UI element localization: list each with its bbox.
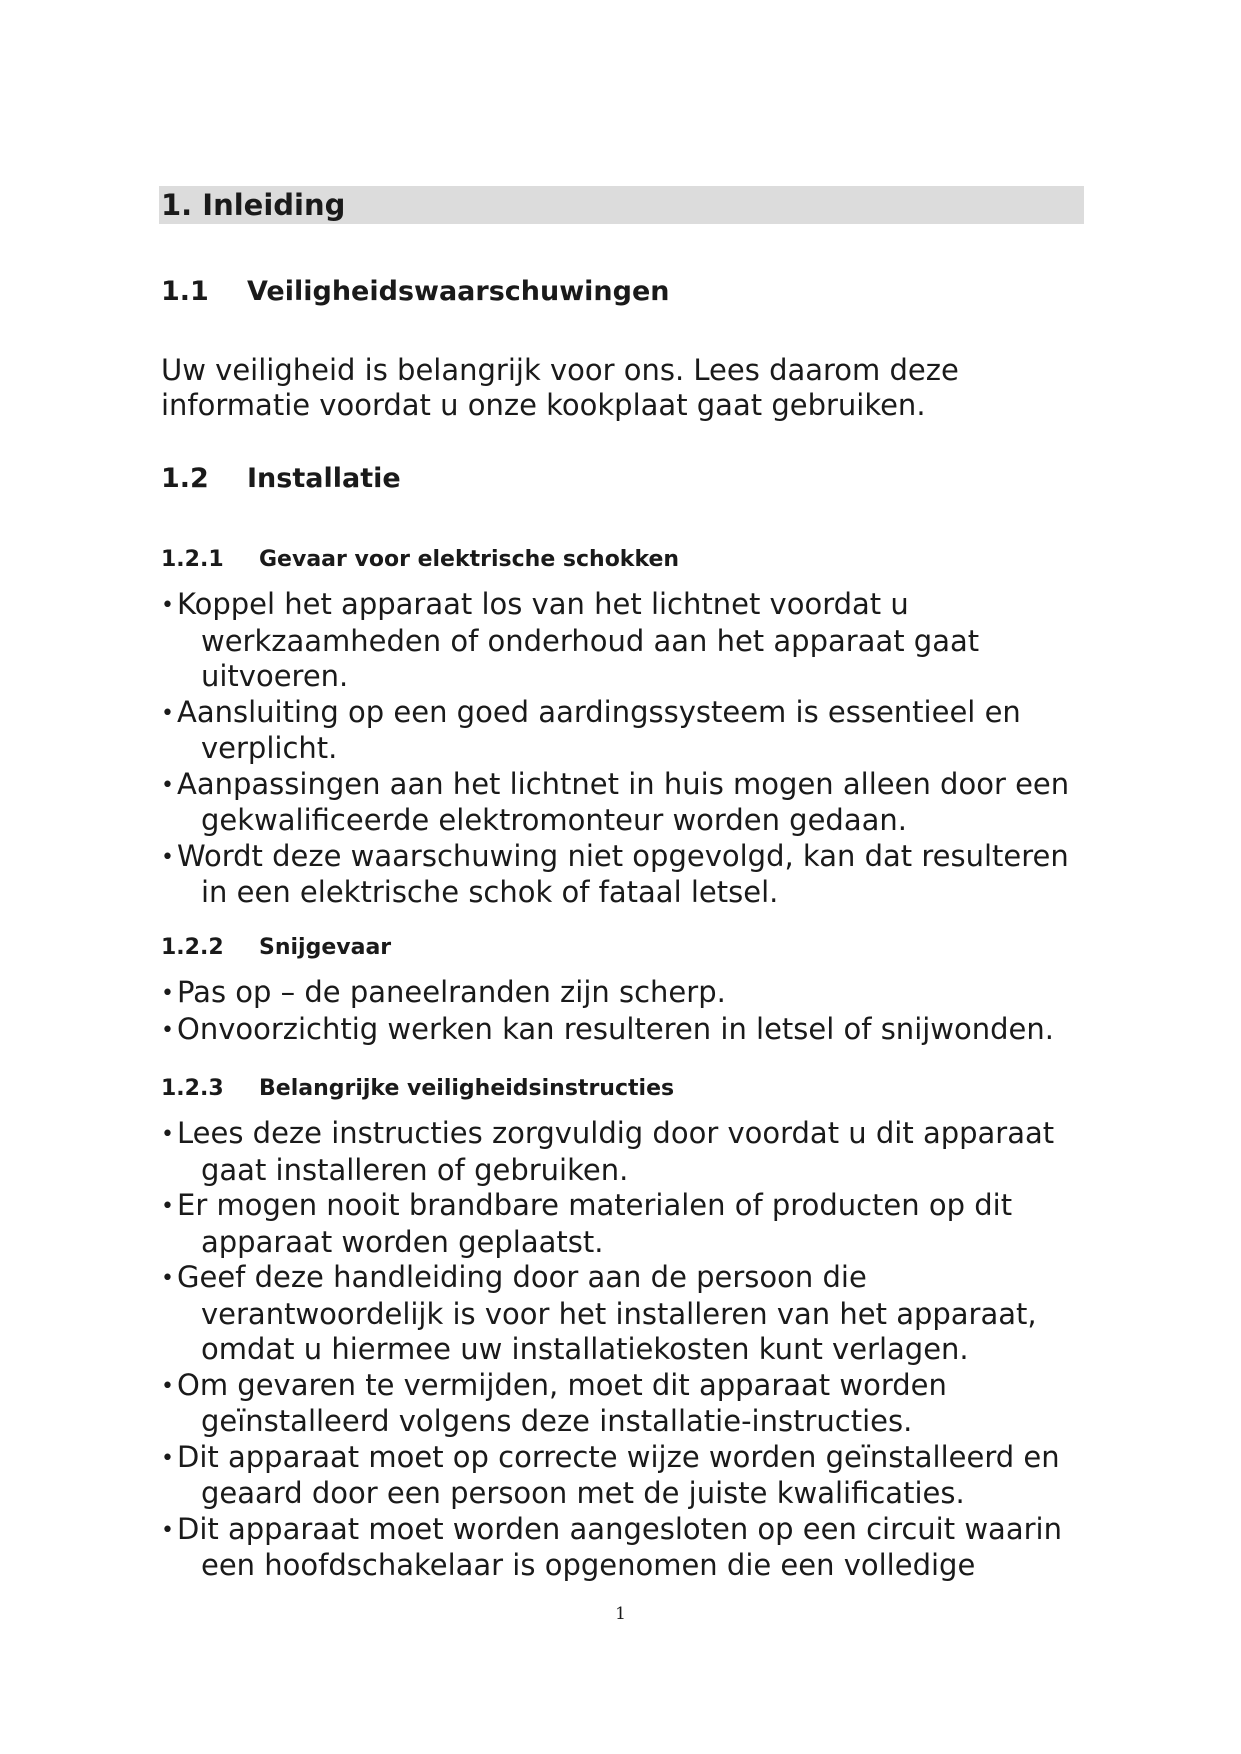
section-title: Snijgevaar	[259, 935, 392, 960]
section-heading-1-1	[161, 276, 670, 307]
list-item: • Dit apparaat moet op correcte wijze worden geïnstalleerd en geaard door een persoon met de juiste kwalificaties.	[161, 1439, 1060, 1510]
list-item: • Koppel het apparaat los van het lichtnet voordat u werkzaamheden of onderhoud aan het apparaat gaat uitvoeren.	[161, 587, 980, 693]
list-item: • Pas op – de paneelranden zijn scherp.	[161, 975, 1101, 1012]
section-title: Belangrijke veiligheidsinstructies	[259, 1076, 675, 1101]
bullet-icon: •	[161, 1017, 174, 1043]
bullet-icon: •	[161, 981, 174, 1006]
shock-warning-list	[161, 587, 1101, 911]
section-number: 1.1	[161, 276, 209, 307]
list-item: • Om gevaren te vermijden, moet dit apparaat worden geïnstalleerd volgens deze installatie-instructies.	[161, 1367, 947, 1438]
section-title: Gevaar voor elektrische schokken	[259, 547, 680, 572]
section-heading-1-2-1	[161, 547, 679, 572]
section-number: 1.2	[161, 463, 209, 494]
safety-instructions-list	[161, 1116, 1101, 1584]
list-item: • Er mogen nooit brandbare materialen of producten op dit apparaat worden geplaatst.	[161, 1188, 1013, 1259]
list-item: • Wordt deze waarschuwing niet opgevolgd, kan dat resulteren in een elektrische schok of fataal letsel.	[161, 838, 1069, 909]
bullet-icon: •	[161, 1445, 174, 1471]
bullet-icon: •	[161, 1266, 174, 1291]
bullet-icon: •	[161, 1194, 174, 1219]
list-item: • Onvoorzichtig werken kan resulteren in letsel of snijwonden.	[161, 1012, 1101, 1049]
list-item: • Lees deze instructies zorgvuldig door voordat u dit apparaat gaat installeren of gebruiken.	[161, 1116, 1055, 1187]
cut-warning-list	[161, 975, 1101, 1048]
section-number: 1.2.2	[161, 935, 224, 960]
section-title: Installatie	[247, 463, 401, 494]
section-heading-1-2	[161, 463, 401, 494]
list-item: • Aansluiting op een goed aardingssysteem is essentieel en verplicht.	[161, 694, 1021, 765]
intro-paragraph: Uw veiligheid is belangrijk voor ons. Lees daarom deze informatie voordat u onze kookplaat gaat gebruiken.	[161, 353, 959, 422]
list-item: • Geef deze handleiding door aan de persoon die verantwoordelijk is voor het installeren van het apparaat, omdat u hiermee uw installatiekosten kunt verlagen.	[161, 1260, 1037, 1366]
section-heading-1-2-2	[161, 935, 391, 960]
list-item: • Dit apparaat moet worden aangesloten op een circuit waarin een hoofdschakelaar is opgenomen die een volledige	[161, 1511, 1062, 1582]
section-number: 1.2.3	[161, 1076, 224, 1101]
bullet-icon: •	[161, 772, 174, 798]
bullet-icon: •	[161, 1122, 174, 1147]
bullet-icon: •	[161, 593, 174, 618]
chapter-title: 1. Inleiding	[161, 188, 346, 222]
bullet-icon: •	[161, 700, 174, 726]
bullet-icon: •	[161, 1373, 174, 1399]
section-number: 1.2.1	[161, 547, 224, 572]
section-title: Veiligheidswaarschuwingen	[247, 276, 670, 307]
bullet-icon: •	[161, 844, 174, 870]
list-item: • Aanpassingen aan het lichtnet in huis mogen alleen door een gekwalificeerde elektromonteur worden gedaan.	[161, 766, 1070, 837]
page-number: 1	[615, 1604, 626, 1624]
bullet-icon: •	[161, 1517, 174, 1543]
section-heading-1-2-3	[161, 1076, 674, 1101]
